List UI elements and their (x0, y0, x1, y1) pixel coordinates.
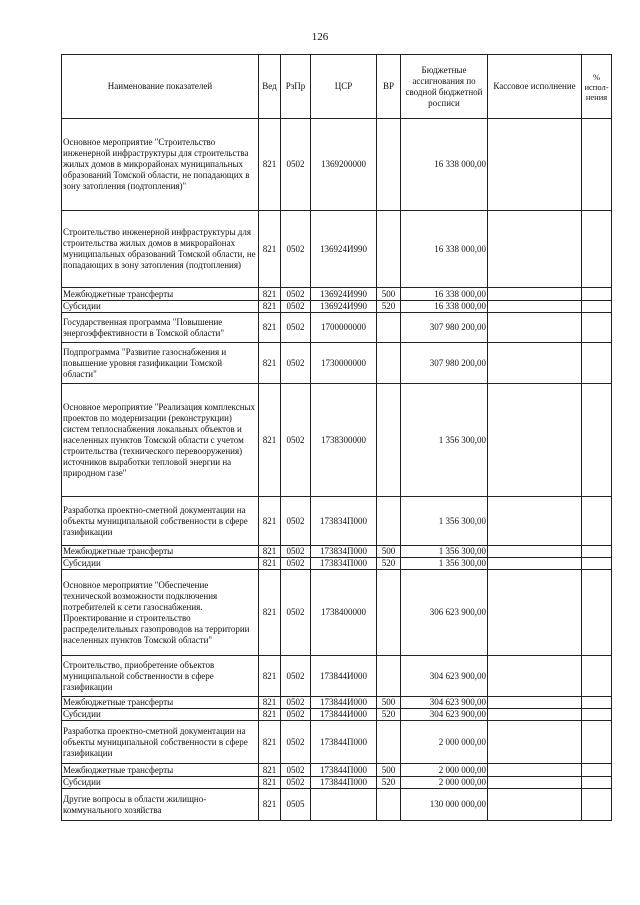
row-name: Строительство, приобретение объектов муниципальной собственности в сфере газификации (62, 656, 259, 697)
page-number: 126 (311, 31, 329, 43)
row-vr: 520 (377, 777, 401, 789)
row-amount: 16 338 000,00 (401, 119, 488, 211)
row-vr: 520 (377, 709, 401, 721)
row-vr: 500 (377, 546, 401, 558)
row-name: Основное мероприятие "Строительство инженерной инфраструктуры для строительства жилых домов в микрорайонах муниципальных образований Томской области, не попадающих в зону затопления (подтопления)" (62, 119, 259, 211)
row-ved: 821 (259, 558, 281, 570)
row-name: Межбюджетные трансферты (62, 288, 259, 301)
row-amount: 304 623 900,00 (401, 697, 488, 709)
row-name: Межбюджетные трансферты (62, 546, 259, 558)
row-ved: 821 (259, 789, 281, 821)
row-ved: 821 (259, 384, 281, 497)
row-percent (582, 777, 612, 789)
row-cash-execution (488, 119, 582, 211)
header-name: Наименование показателей (62, 55, 259, 119)
row-percent (582, 721, 612, 764)
row-ved: 821 (259, 301, 281, 313)
row-cash-execution (488, 570, 582, 656)
row-rzpr: 0505 (281, 789, 311, 821)
row-amount: 304 623 900,00 (401, 709, 488, 721)
row-cash-execution (488, 288, 582, 301)
table-row (62, 656, 612, 697)
row-ved: 821 (259, 570, 281, 656)
row-cash-execution (488, 777, 582, 789)
row-percent (582, 558, 612, 570)
row-percent (582, 384, 612, 497)
row-csr: 136924И990 (311, 288, 377, 301)
row-ved: 821 (259, 546, 281, 558)
table-row (62, 721, 612, 764)
header-assignments: Бюджетные ассигнования по сводной бюджетной росписи (401, 55, 488, 119)
row-ved: 821 (259, 497, 281, 546)
row-rzpr: 0502 (281, 313, 311, 343)
row-percent (582, 697, 612, 709)
row-amount: 2 000 000,00 (401, 721, 488, 764)
row-csr: 136924И990 (311, 211, 377, 288)
row-csr: 173844П000 (311, 721, 377, 764)
row-cash-execution (488, 546, 582, 558)
row-cash-execution (488, 656, 582, 697)
row-csr: 173834П000 (311, 497, 377, 546)
row-vr: 520 (377, 558, 401, 570)
row-cash-execution (488, 789, 582, 821)
row-csr: 1700000000 (311, 313, 377, 343)
header-rzpr: РзПр (281, 55, 311, 119)
row-percent (582, 211, 612, 288)
row-csr: 1738400000 (311, 570, 377, 656)
row-csr: 173844И000 (311, 656, 377, 697)
table-row (62, 301, 612, 313)
row-rzpr: 0502 (281, 777, 311, 789)
row-name: Разработка проектно-сметной документации на объекты муниципальной собственности в сфере газификации (62, 721, 259, 764)
row-percent (582, 546, 612, 558)
row-amount: 307 980 200,00 (401, 313, 488, 343)
row-name: Подпрограмма "Развитие газоснабжения и повышение уровня газификации Томской области" (62, 343, 259, 384)
row-vr: 500 (377, 764, 401, 777)
row-rzpr: 0502 (281, 301, 311, 313)
row-vr (377, 789, 401, 821)
row-amount: 16 338 000,00 (401, 301, 488, 313)
row-ved: 821 (259, 288, 281, 301)
row-amount: 304 623 900,00 (401, 656, 488, 697)
row-vr: 500 (377, 288, 401, 301)
row-ved: 821 (259, 119, 281, 211)
table-row (62, 313, 612, 343)
row-rzpr: 0502 (281, 721, 311, 764)
table-row (62, 546, 612, 558)
row-amount: 2 000 000,00 (401, 777, 488, 789)
row-name: Субсидии (62, 301, 259, 313)
row-cash-execution (488, 301, 582, 313)
row-csr: 173844П000 (311, 777, 377, 789)
row-amount: 1 356 300,00 (401, 558, 488, 570)
row-percent (582, 656, 612, 697)
row-amount: 130 000 000,00 (401, 789, 488, 821)
row-vr (377, 384, 401, 497)
row-rzpr: 0502 (281, 764, 311, 777)
table-row (62, 764, 612, 777)
row-percent (582, 288, 612, 301)
row-name: Субсидии (62, 558, 259, 570)
table-row (62, 789, 612, 821)
table-row (62, 288, 612, 301)
table-row (62, 343, 612, 384)
row-rzpr: 0502 (281, 497, 311, 546)
row-rzpr: 0502 (281, 697, 311, 709)
row-percent (582, 497, 612, 546)
header-row (62, 55, 612, 119)
row-name: Субсидии (62, 777, 259, 789)
row-amount: 306 623 900,00 (401, 570, 488, 656)
row-name: Субсидии (62, 709, 259, 721)
row-name: Межбюджетные трансферты (62, 764, 259, 777)
row-cash-execution (488, 558, 582, 570)
row-amount: 16 338 000,00 (401, 288, 488, 301)
row-amount: 16 338 000,00 (401, 211, 488, 288)
row-rzpr: 0502 (281, 119, 311, 211)
row-rzpr: 0502 (281, 384, 311, 497)
row-name: Разработка проектно-сметной документации на объекты муниципальной собственности в сфере газификации (62, 497, 259, 546)
row-csr: 173844И000 (311, 709, 377, 721)
row-vr (377, 119, 401, 211)
row-vr (377, 570, 401, 656)
row-amount: 1 356 300,00 (401, 384, 488, 497)
row-ved: 821 (259, 697, 281, 709)
row-vr: 500 (377, 697, 401, 709)
row-amount: 1 356 300,00 (401, 546, 488, 558)
row-csr: 1369200000 (311, 119, 377, 211)
table-row (62, 777, 612, 789)
row-cash-execution (488, 211, 582, 288)
row-csr: 173834П000 (311, 558, 377, 570)
row-rzpr: 0502 (281, 288, 311, 301)
row-cash-execution (488, 764, 582, 777)
row-cash-execution (488, 313, 582, 343)
row-vr (377, 343, 401, 384)
budget-table (61, 54, 612, 821)
row-amount: 2 000 000,00 (401, 764, 488, 777)
table-row (62, 570, 612, 656)
table-row (62, 709, 612, 721)
table-row (62, 211, 612, 288)
row-vr (377, 497, 401, 546)
row-ved: 821 (259, 721, 281, 764)
row-ved: 821 (259, 656, 281, 697)
row-cash-execution (488, 709, 582, 721)
row-percent (582, 570, 612, 656)
row-csr: 173844П000 (311, 764, 377, 777)
row-rzpr: 0502 (281, 211, 311, 288)
row-amount: 1 356 300,00 (401, 497, 488, 546)
header-csr: ЦСР (311, 55, 377, 119)
header-ved: Вед (259, 55, 281, 119)
row-csr: 1730000000 (311, 343, 377, 384)
row-cash-execution (488, 497, 582, 546)
row-ved: 821 (259, 709, 281, 721)
row-rzpr: 0502 (281, 570, 311, 656)
table-row (62, 697, 612, 709)
row-rzpr: 0502 (281, 546, 311, 558)
row-ved: 821 (259, 777, 281, 789)
header-vr: ВР (377, 55, 401, 119)
row-name: Строительство инженерной инфраструктуры для строительства жилых домов в микрорайонах муниципальных образований Томской области, не попадающих в зону затопления (подтопления) (62, 211, 259, 288)
row-csr: 173844И000 (311, 697, 377, 709)
row-vr: 520 (377, 301, 401, 313)
table-row (62, 497, 612, 546)
row-csr: 173834П000 (311, 546, 377, 558)
row-name: Основное мероприятие "Обеспечение технической возможности подключения потребителей к сети газоснабжения. Проектирование и строительство распределительных газопроводов на территории населенных пунктов Томской области" (62, 570, 259, 656)
row-csr: 1738300000 (311, 384, 377, 497)
row-csr (311, 789, 377, 821)
row-rzpr: 0502 (281, 343, 311, 384)
row-ved: 821 (259, 211, 281, 288)
table-row (62, 558, 612, 570)
row-name: Государственная программа "Повышение энергоэффективности в Томской области" (62, 313, 259, 343)
row-cash-execution (488, 721, 582, 764)
row-percent (582, 789, 612, 821)
row-percent (582, 764, 612, 777)
row-cash-execution (488, 343, 582, 384)
header-percent: % испол-нения (582, 55, 612, 119)
row-vr (377, 313, 401, 343)
row-rzpr: 0502 (281, 709, 311, 721)
row-percent (582, 313, 612, 343)
row-percent (582, 119, 612, 211)
row-name: Основное мероприятие "Реализация комплексных проектов по модернизации (реконструкции) систем теплоснабжения локальных объектов и населенных пунктов Томской области с учетом строительства (технического перевооружения) источников выработки тепловой энергии на природном газе" (62, 384, 259, 497)
row-percent (582, 343, 612, 384)
row-name: Другие вопросы в области жилищно-коммунального хозяйства (62, 789, 259, 821)
row-vr (377, 721, 401, 764)
row-vr (377, 656, 401, 697)
row-ved: 821 (259, 313, 281, 343)
row-name: Межбюджетные трансферты (62, 697, 259, 709)
row-rzpr: 0502 (281, 656, 311, 697)
row-ved: 821 (259, 343, 281, 384)
row-percent (582, 301, 612, 313)
row-cash-execution (488, 697, 582, 709)
row-percent (582, 709, 612, 721)
header-cash-execution: Кассовое исполнение (488, 55, 582, 119)
row-csr: 136924И990 (311, 301, 377, 313)
table-row (62, 119, 612, 211)
row-rzpr: 0502 (281, 558, 311, 570)
table-row (62, 384, 612, 497)
row-cash-execution (488, 384, 582, 497)
row-amount: 307 980 200,00 (401, 343, 488, 384)
row-ved: 821 (259, 764, 281, 777)
row-vr (377, 211, 401, 288)
